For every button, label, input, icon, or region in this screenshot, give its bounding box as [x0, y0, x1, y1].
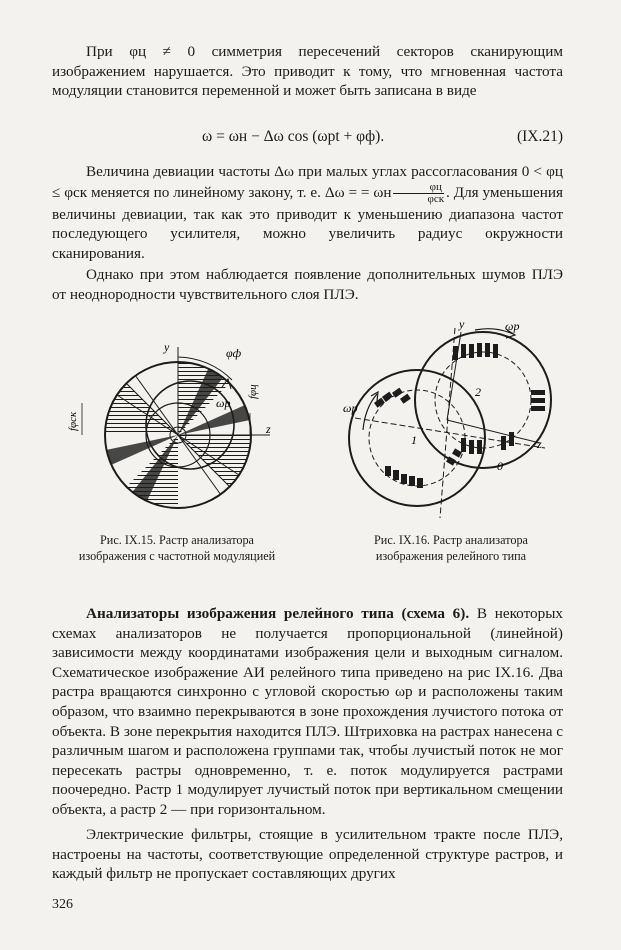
formula-ix21 — [52, 128, 563, 150]
paragraph-filters: Электрические фильтры, стоящие в усилительном тракте после ПЛЭ, настроены на частоты, соответствующие определенной структуре растров, и каждый фильтр не пропускает составляющих других — [52, 826, 563, 883]
fig16-label-2: 2 — [475, 385, 481, 399]
paragraph-deviation — [52, 162, 563, 263]
fraction-denominator: φск — [427, 192, 445, 205]
fig16-label-1: 1 — [411, 433, 417, 447]
caption-fig-ix16: Рис. IX.16. Растр анализатора изображения релейного типа — [374, 533, 528, 563]
fig15-z-label: z — [266, 422, 271, 436]
paragraph-relay-analyzers — [52, 604, 563, 820]
fig16-omega-left-label: ωр — [343, 401, 358, 415]
paragraph-deviation-part1: Величина девиации частоты Δω при малых углах рассогласования 0 < φц ≤ φск меняется по линейному закону, т. е. Δω = = ωн — [52, 163, 563, 201]
fraction-numerator: φц — [393, 182, 444, 194]
figure-ix16 — [335, 318, 585, 528]
fig15-f-phi-c-label: fφц — [247, 384, 259, 399]
paragraph-deviation-part2: . Для уменьшения величины девиации, так как это приводит к уменьшению диапазона частот последующего усилителя, можно увеличить радиус окружности сканирования. — [52, 183, 563, 262]
formula-expression: ω = ωн − Δω cos (ωрt + φф). — [202, 128, 385, 145]
fig15-y-label: y — [164, 340, 170, 354]
fig16-z-label: z — [537, 437, 542, 451]
paragraph-relay-body: В некоторых схемах анализаторов не получается пропорциональной (линейной) зависимости между координатами изображения цели и выходным сигналом. Схематическое изображение АИ релейного типа приведено на рис IX.16. Два растра вращаются синхронно с угловой скоростью ωр и расположены таким образом, что взаимно перекрываются в зоне прохождения лучистого потока от объекта. В зоне перекрытия находится ПЛЭ. Штриховка на растрах нанесена с различным шагом и расположена группами так, чтобы лучистый поток не мог пересекать растры одновременно, т. е. поток модулируется растрами поочередно. Растр 1 модулирует лучистый поток при вертикальном смещении объекта, а растр 2 — при горизонтальном. — [52, 605, 563, 818]
fig16-y-label: y — [459, 318, 465, 331]
fig15-f-phi-sk-label: fφск — [67, 411, 79, 431]
paragraph-symmetry: При φц ≠ 0 симметрия пересечений секторов сканирующим изображением нарушается. Это приводит к тому, что мгновенная частота модуляции становится переменной и может быть записана в виде — [52, 43, 563, 100]
figure-ix15 — [60, 335, 300, 530]
fig16-label-0: 0 — [497, 459, 503, 473]
caption-fig-ix15: Рис. IX.15. Растр анализатора изображения с частотной модуляцией — [78, 533, 276, 563]
page-number: 326 — [52, 897, 73, 912]
paragraph-noise: Однако при этом наблюдается появление дополнительных шумов ПЛЭ от неоднородности чувствительного слоя ПЛЭ. — [52, 266, 563, 303]
raster-2-hatch — [453, 343, 545, 454]
section-heading: Анализаторы изображения релейного типа (схема 6). — [86, 605, 470, 622]
fig16-omega-top-label: ωр — [505, 319, 520, 333]
formula-number: (IX.21) — [516, 128, 563, 145]
fraction — [393, 182, 444, 205]
fig15-phi-f-label: φф — [226, 346, 242, 360]
fig15-omega-label: ωр — [216, 396, 231, 410]
